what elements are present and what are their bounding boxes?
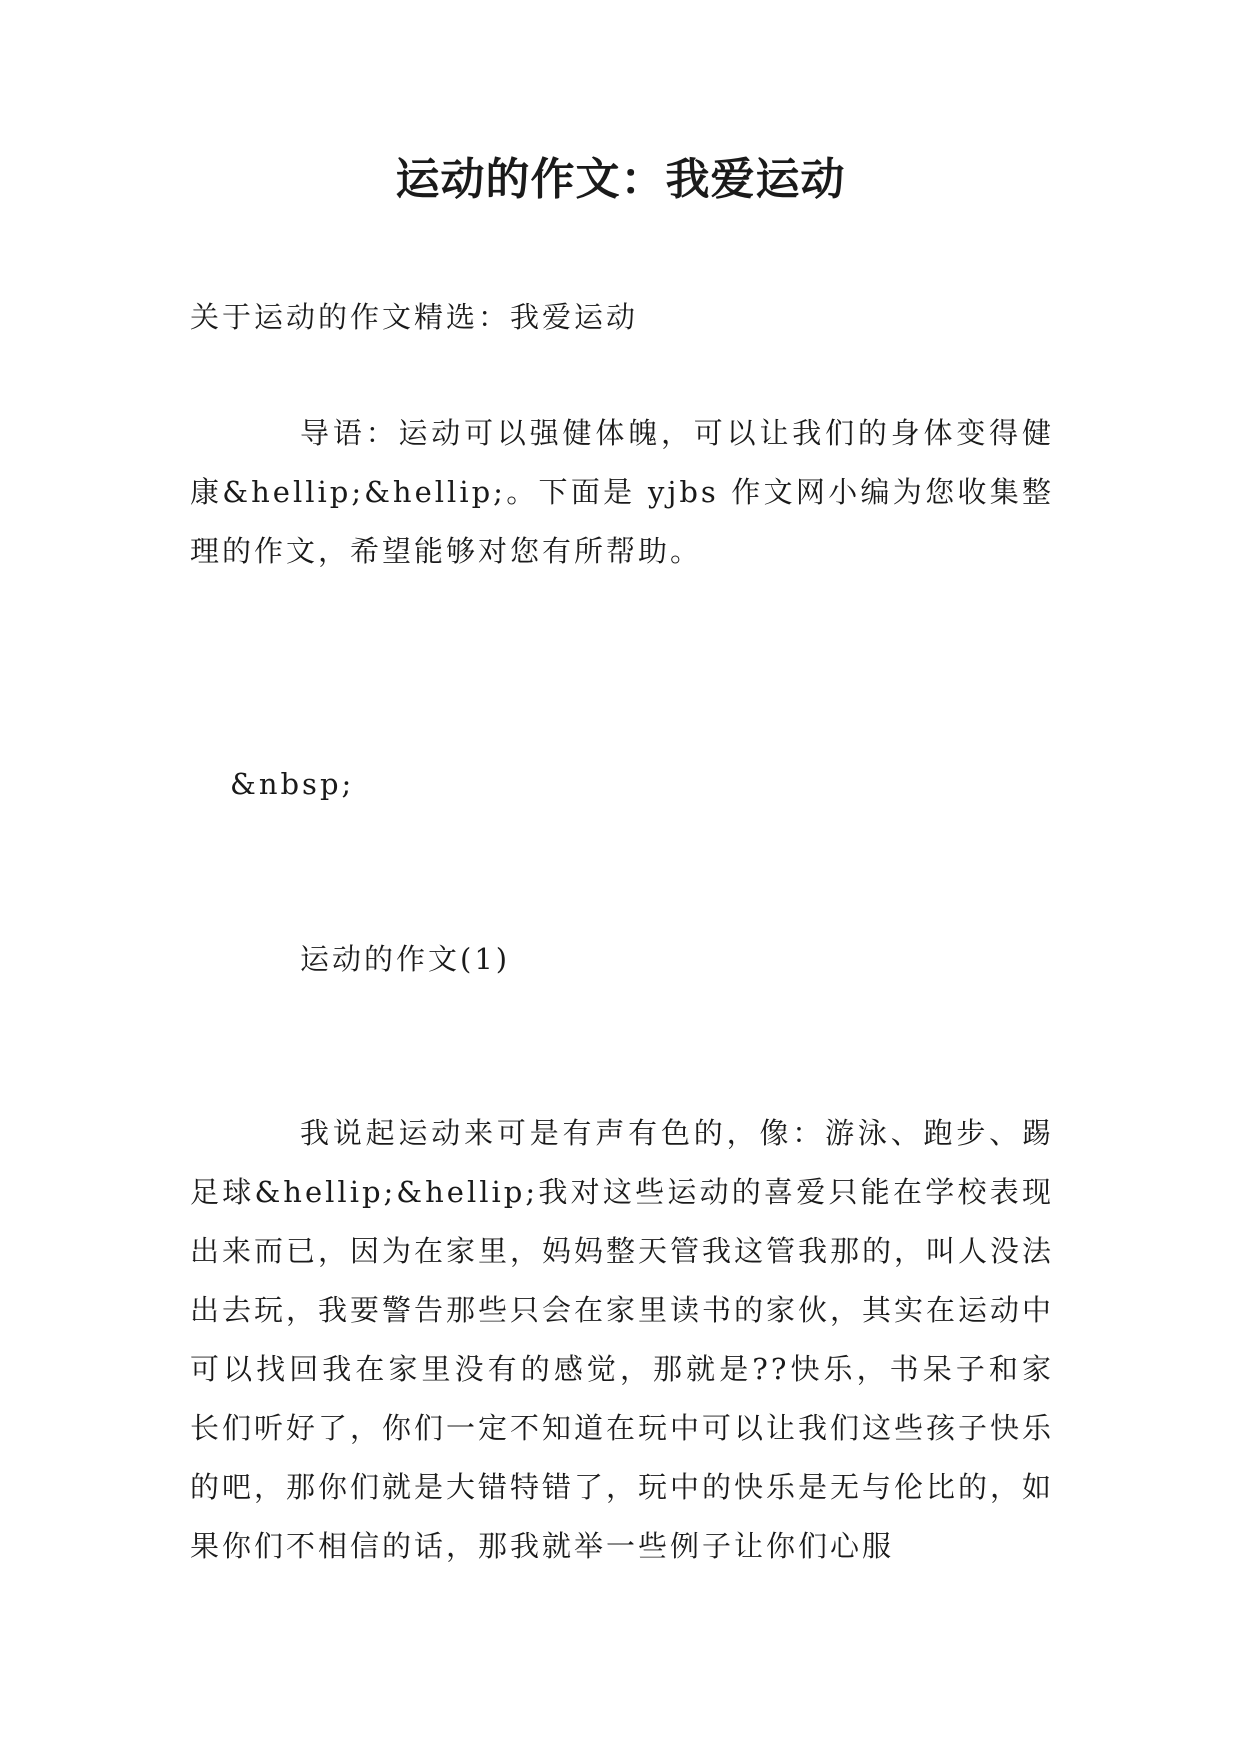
document-title: 运动的作文：我爱运动	[395, 154, 846, 205]
body-paragraph: 我说起运动来可是有声有色的，像：游泳、跑步、踢足球&hellip;&hellip;我对这些运动的喜爱只能在学校表现出来而已，因为在家里，妈妈整天管我这管我那的，叫人没法出去玩，我要警告那些只会在家里读书的家伙，其实在运动中可以找回我在家里没有的感觉，那就是??快乐，书呆子和家长们听好了，你们一定不知道在玩中可以让我们这些孩子快乐的吧，那你们就是大错特错了，玩中的快乐是无与伦比的，如果你们不相信的话，那我就举一些例子让你们心服	[190, 1116, 1055, 1563]
section-heading: 运动的作文(1)	[300, 942, 511, 976]
nbsp-line: &nbsp;	[230, 767, 355, 801]
intro-paragraph: 导语：运动可以强健体魄，可以让我们的身体变得健康&hellip;&hellip;。下面是 yjbs 作文网小编为您收集整理的作文，希望能够对您有所帮助。	[190, 416, 1054, 568]
document-subtitle: 关于运动的作文精选：我爱运动	[190, 300, 639, 334]
